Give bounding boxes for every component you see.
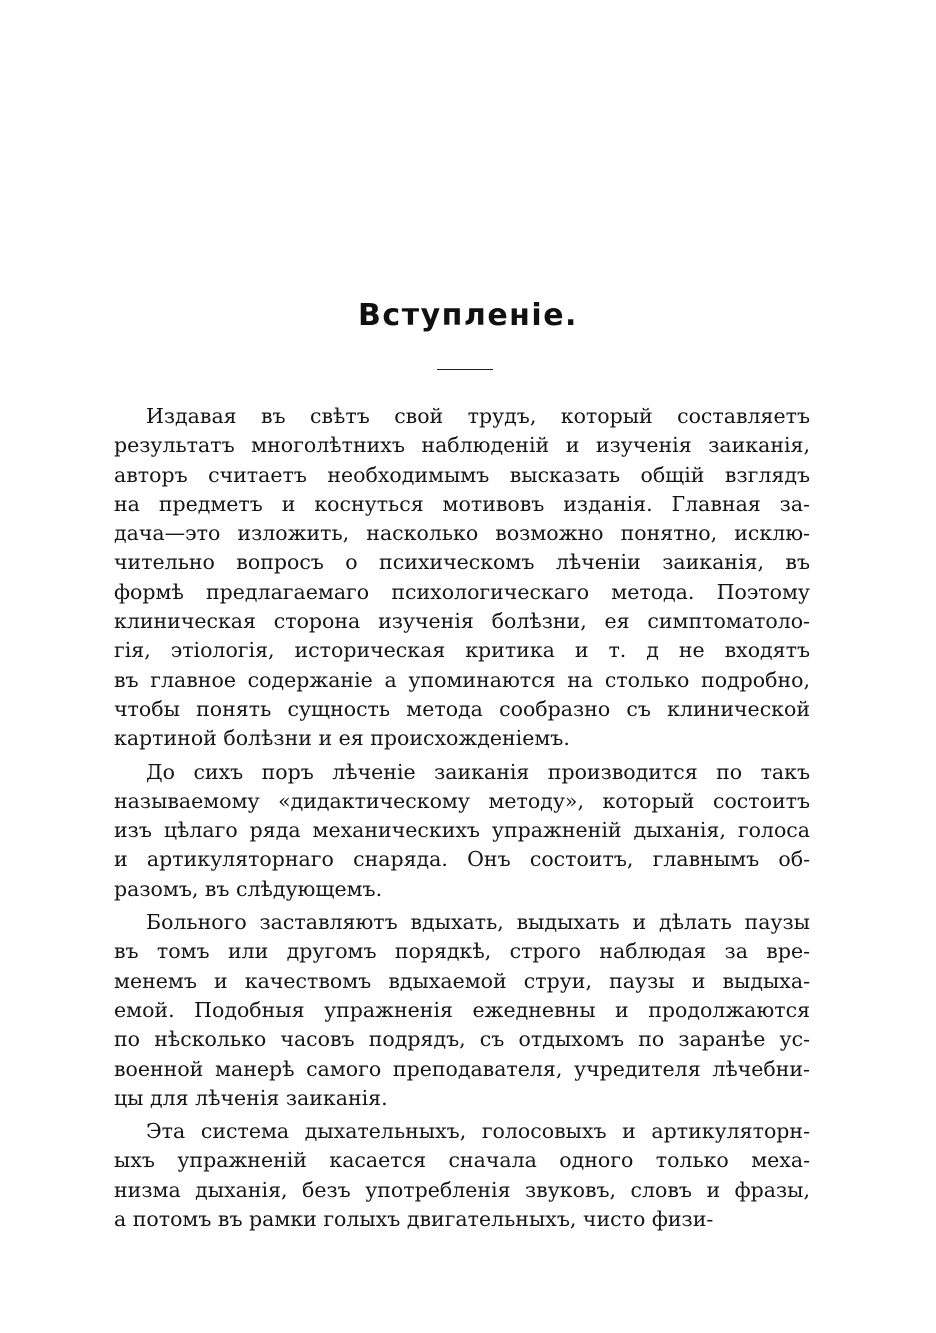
text-line: низма дыханія, безъ употребленія звуковъ, словъ и фразы,: [114, 1177, 810, 1202]
text-line: называемому «дидактическому методу», который состоитъ: [114, 788, 810, 813]
text-line: формѣ предлагаемаго психологическаго метода. Поэтому: [114, 579, 810, 604]
text-line: въ главное содержаніе а упоминаются на столько подробно,: [114, 667, 810, 692]
text-line: изъ цѣлаго ряда механическихъ упражненій дыханія, голоса: [114, 818, 810, 843]
text-line: военной манерѣ самого преподавателя, учредителя лѣчебни-: [114, 1056, 810, 1081]
body-text: [114, 402, 810, 1234]
text-line: гія, этіологія, историческая критика и т. д не входятъ: [114, 638, 810, 663]
text-line: по нѣсколько часовъ подрядъ, съ отдыхомъ по заранѣе ус-: [114, 1027, 810, 1052]
text-line: результатъ многолѣтнихъ наблюденій и изученія заиканія,: [114, 433, 810, 458]
text-line: а потомъ въ рамки голыхъ двигательныхъ, чисто физи-: [114, 1207, 714, 1232]
text-line: разомъ, въ слѣдующемъ.: [114, 876, 383, 901]
text-line: Издавая въ свѣтъ свой трудъ, который составляетъ: [146, 404, 810, 428]
text-line: картиной болѣзни и ея происхожденіемъ.: [114, 726, 570, 751]
text-line: дача—это изложить, насколько возможно понятно, исклю-: [114, 521, 810, 546]
text-line: Больного заставляютъ вдыхать, выдыхать и дѣлать паузы: [146, 910, 810, 935]
text-line: чтобы понять сущность метода сообразно съ клинической: [114, 696, 810, 721]
text-line: и артикуляторнаго снаряда. Онъ состоитъ, главнымъ об-: [114, 847, 810, 872]
text-line: ыхъ упражненій касается сначала одного только меха-: [114, 1148, 810, 1173]
text-line: цы для лѣченія заиканія.: [114, 1085, 388, 1110]
text-line: До сихъ поръ лѣченіе заиканія производится по такъ: [146, 759, 810, 784]
text-line: Эта система дыхательныхъ, голосовыхъ и артикуляторн-: [146, 1119, 810, 1144]
text-line: чительно вопросъ о психическомъ лѣченіи заиканія, въ: [114, 550, 810, 575]
chapter-title: Вступленіе.: [358, 298, 578, 333]
title-divider: [437, 369, 493, 370]
text-line: емой. Подобныя упражненія ежедневны и продолжаются: [114, 997, 810, 1022]
text-line: клиническая сторона изученія болѣзни, ея симптоматоло-: [114, 609, 810, 634]
text-line: авторъ считаетъ необходимымъ высказать общій взглядъ: [114, 462, 810, 487]
text-line: менемъ и качествомъ вдыхаемой струи, паузы и выдыха-: [114, 968, 810, 993]
text-line: въ томъ или другомъ порядкѣ, строго наблюдая за вре-: [114, 939, 810, 964]
text-line: на предметъ и коснуться мотивовъ изданія. Главная за-: [114, 491, 810, 516]
